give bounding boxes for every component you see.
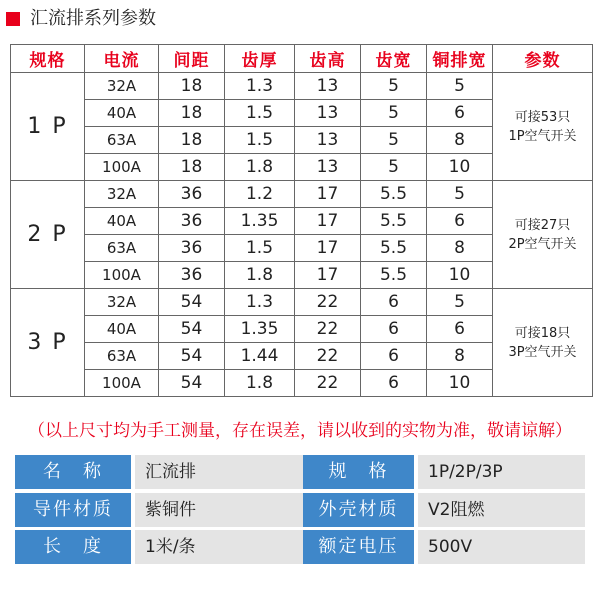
cell-tooth-thickness: 1.35	[225, 316, 295, 343]
cell-tooth-thickness: 1.3	[225, 73, 295, 100]
group-label: 1 P	[11, 73, 85, 181]
cell-pitch: 36	[159, 208, 225, 235]
cell-pitch: 54	[159, 316, 225, 343]
cell-pitch: 36	[159, 235, 225, 262]
cell-copper-width: 5	[427, 289, 493, 316]
col-header-params: 参数	[493, 45, 593, 73]
page-header	[0, 0, 600, 40]
page-title: 汇流排系列参数	[30, 8, 156, 29]
table-row	[11, 73, 593, 100]
cell-tooth-height: 17	[295, 181, 361, 208]
col-header-current: 电流	[85, 45, 159, 73]
cell-current: 32A	[85, 289, 159, 316]
col-header-tooth-thickness: 齿厚	[225, 45, 295, 73]
cell-tooth-thickness: 1.5	[225, 235, 295, 262]
cell-tooth-height: 22	[295, 289, 361, 316]
cell-copper-width: 10	[427, 262, 493, 289]
cell-copper-width: 5	[427, 73, 493, 100]
attr-material-value: 紫铜件	[135, 493, 303, 527]
cell-current: 63A	[85, 235, 159, 262]
attr-spec-label: 规 格	[303, 455, 414, 489]
group-label: 3 P	[11, 289, 85, 397]
cell-tooth-height: 22	[295, 343, 361, 370]
cell-pitch: 18	[159, 100, 225, 127]
group-params	[493, 181, 593, 289]
cell-pitch: 54	[159, 370, 225, 397]
cell-pitch: 36	[159, 181, 225, 208]
cell-copper-width: 8	[427, 127, 493, 154]
attr-name-label: 名 称	[15, 455, 131, 489]
group-params	[493, 73, 593, 181]
cell-current: 100A	[85, 154, 159, 181]
cell-pitch: 18	[159, 127, 225, 154]
cell-tooth-width: 5	[361, 73, 427, 100]
col-header-copper-width: 铜排宽	[427, 45, 493, 73]
cell-tooth-width: 5.5	[361, 235, 427, 262]
cell-copper-width: 8	[427, 343, 493, 370]
cell-tooth-thickness: 1.3	[225, 289, 295, 316]
attr-material-label: 导件材质	[15, 493, 131, 527]
cell-tooth-height: 13	[295, 127, 361, 154]
cell-tooth-width: 5.5	[361, 181, 427, 208]
cell-tooth-width: 5	[361, 154, 427, 181]
table-row	[11, 289, 593, 316]
attr-length-label: 长 度	[15, 530, 131, 564]
attr-voltage-label: 额定电压	[303, 530, 414, 564]
cell-current: 100A	[85, 262, 159, 289]
attr-shell-value: V2阻燃	[418, 493, 585, 527]
cell-pitch: 18	[159, 73, 225, 100]
cell-copper-width: 6	[427, 100, 493, 127]
col-header-tooth-height: 齿高	[295, 45, 361, 73]
cell-copper-width: 6	[427, 316, 493, 343]
cell-tooth-height: 17	[295, 235, 361, 262]
cell-tooth-width: 5	[361, 100, 427, 127]
cell-current: 40A	[85, 100, 159, 127]
attr-spec-value: 1P/2P/3P	[418, 455, 585, 489]
cell-current: 63A	[85, 127, 159, 154]
params-line-1: 可接53只	[514, 109, 571, 125]
cell-tooth-thickness: 1.8	[225, 262, 295, 289]
group-params	[493, 289, 593, 397]
attr-length-value: 1米/条	[135, 530, 303, 564]
cell-tooth-height: 13	[295, 73, 361, 100]
params-line-1: 可接18只	[514, 325, 571, 341]
cell-tooth-thickness: 1.8	[225, 154, 295, 181]
cell-tooth-height: 13	[295, 100, 361, 127]
cell-copper-width: 6	[427, 208, 493, 235]
measurement-note: （以上尺寸均为手工测量，存在误差，请以收到的实物为准，敬请谅解）	[28, 421, 572, 441]
cell-tooth-width: 5.5	[361, 208, 427, 235]
cell-tooth-thickness: 1.5	[225, 127, 295, 154]
cell-tooth-width: 6	[361, 289, 427, 316]
cell-tooth-height: 17	[295, 208, 361, 235]
col-header-spec: 规格	[11, 45, 85, 73]
col-header-tooth-width: 齿宽	[361, 45, 427, 73]
cell-copper-width: 10	[427, 154, 493, 181]
cell-tooth-thickness: 1.44	[225, 343, 295, 370]
cell-tooth-thickness: 1.8	[225, 370, 295, 397]
cell-tooth-width: 6	[361, 370, 427, 397]
cell-tooth-width: 5	[361, 127, 427, 154]
cell-tooth-thickness: 1.35	[225, 208, 295, 235]
col-header-pitch: 间距	[159, 45, 225, 73]
table-row	[11, 181, 593, 208]
cell-tooth-width: 5.5	[361, 262, 427, 289]
cell-tooth-thickness: 1.5	[225, 100, 295, 127]
attr-shell-label: 外壳材质	[303, 493, 414, 527]
cell-tooth-height: 22	[295, 370, 361, 397]
cell-current: 40A	[85, 316, 159, 343]
cell-pitch: 18	[159, 154, 225, 181]
cell-current: 63A	[85, 343, 159, 370]
group-label: 2 P	[11, 181, 85, 289]
cell-tooth-width: 6	[361, 316, 427, 343]
cell-current: 40A	[85, 208, 159, 235]
red-square-icon	[6, 12, 20, 26]
attr-voltage-value: 500V	[418, 530, 585, 564]
cell-copper-width: 10	[427, 370, 493, 397]
spec-table	[10, 44, 593, 397]
cell-copper-width: 8	[427, 235, 493, 262]
cell-pitch: 54	[159, 343, 225, 370]
params-line-2: 2P空气开关	[508, 236, 577, 252]
spec-table-body	[11, 73, 593, 397]
params-line-2: 3P空气开关	[508, 344, 577, 360]
cell-tooth-height: 13	[295, 154, 361, 181]
cell-tooth-height: 17	[295, 262, 361, 289]
cell-tooth-thickness: 1.2	[225, 181, 295, 208]
cell-pitch: 36	[159, 262, 225, 289]
cell-copper-width: 5	[427, 181, 493, 208]
cell-current: 100A	[85, 370, 159, 397]
cell-current: 32A	[85, 73, 159, 100]
cell-pitch: 54	[159, 289, 225, 316]
cell-current: 32A	[85, 181, 159, 208]
cell-tooth-height: 22	[295, 316, 361, 343]
params-line-2: 1P空气开关	[508, 128, 577, 144]
params-line-1: 可接27只	[514, 217, 571, 233]
table-header-row	[11, 45, 593, 73]
cell-tooth-width: 6	[361, 343, 427, 370]
attr-name-value: 汇流排	[135, 455, 303, 489]
